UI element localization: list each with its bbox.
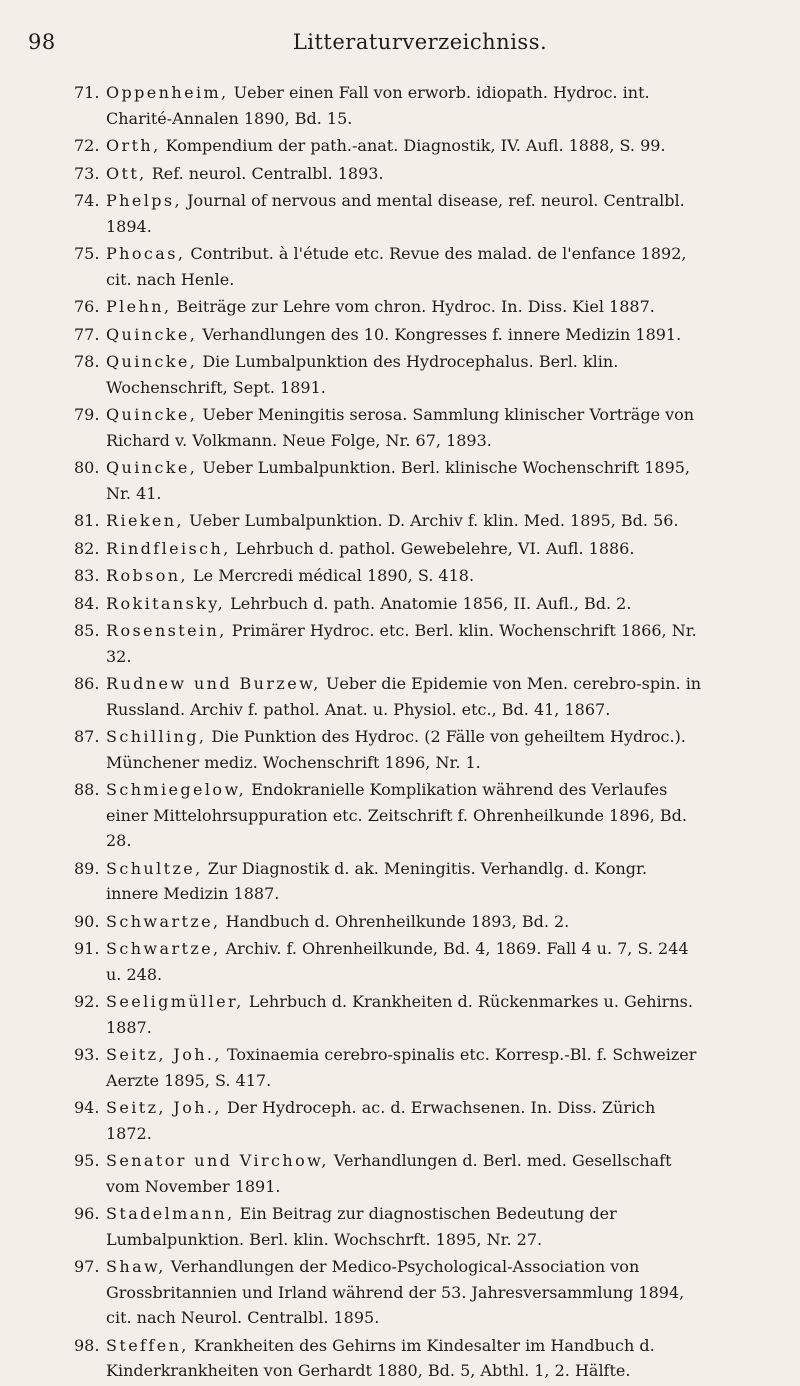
reference-text: Journal of nervous and mental disease, ref. neurol. Centralbl. 1894. [106,191,685,236]
reference-entry [74,1333,704,1384]
reference-text: Verhandlungen des 10. Kongresses f. innere Medizin 1891. [197,324,682,344]
reference-entry [74,1095,704,1146]
reference-number: 74. [74,191,100,210]
reference-author: Senator und Virchow, [106,1151,329,1170]
reference-text: Lehrbuch d. path. Anatomie 1856, II. Aufl., Bd. 2. [225,593,632,613]
reference-entry [74,294,704,320]
reference-number: 92. [74,992,100,1011]
reference-text: Ref. neurol. Centralbl. 1893. [146,163,384,183]
reference-author: Plehn, [106,297,172,316]
reference-entry [74,1042,704,1093]
reference-number: 77. [74,324,100,344]
reference-author: Rosenstein, [106,621,227,640]
reference-entry [74,936,704,987]
reference-text: Ein Beitrag zur diagnostischen Bedeutung der Lumbalpunktion. Berl. klin. Wochschrft. 1895, Nr. 27. [106,1204,617,1249]
reference-entry [74,133,704,159]
reference-entry [74,508,704,534]
reference-author: Rudnew und Burzew, [106,674,321,693]
reference-entry [74,777,704,854]
reference-text: Krankheiten des Gehirns im Kindesalter im Handbuch d. Kinderkrankheiten von Gerhardt 1880, Bd. 5, Abthl. 1, 2. Hälfte. [106,1335,655,1380]
reference-entry [74,1148,704,1199]
reference-author: Robson, [106,566,188,585]
reference-number: 98. [74,1335,100,1355]
reference-list [74,80,704,1386]
reference-author: Schmiegelow, [106,780,247,799]
reference-author: Rieken, [106,511,184,530]
reference-text: Endokranielle Komplikation während des Verlaufes einer Mittelohrsuppuration etc. Zeitschrift f. Ohrenheilkunde 1896, Bd. 28. [106,780,687,850]
reference-text: Zur Diagnostik d. ak. Meningitis. Verhandlg. d. Kongr. innere Medizin 1887. [106,858,648,903]
reference-entry [74,188,704,239]
reference-entry [74,80,704,131]
reference-text: Toxinaemia cerebro-spinalis etc. Korresp.-Bl. f. Schweizer Aerzte 1895, S. 417. [106,1045,697,1090]
reference-author: Schultze, [106,858,203,878]
reference-number: 97. [74,1257,100,1276]
reference-text: Die Lumbalpunktion des Hydrocephalus. Berl. klin. Wochenschrift, Sept. 1891. [106,352,619,397]
reference-number: 95. [74,1151,100,1170]
reference-number: 73. [74,163,100,183]
reference-text: Ueber Lumbalpunktion. Berl. klinische Wochenschrift 1895, Nr. 41. [106,458,691,503]
reference-author: Quincke, [106,458,198,477]
reference-entry [74,536,704,562]
reference-text: Verhandlungen der Medico-Psychological-Association von Grossbritannien und Irland während der 53. Jahresversammlung 1894, cit. nach Neurol. Centralbl. 1895. [106,1257,685,1327]
reference-text: Die Punktion des Hydroc. (2 Fälle von geheiltem Hydroc.). Münchener mediz. Wochenschrift 1896, Nr. 1. [106,727,686,772]
reference-text: Der Hydroceph. ac. d. Erwachsenen. In. Diss. Zürich 1872. [106,1098,656,1143]
reference-author: Seitz, Joh., [106,1098,222,1117]
reference-entry [74,455,704,506]
running-title: Litteraturverzeichniss. [292,30,548,54]
reference-entry [74,161,704,187]
reference-entry [74,591,704,617]
reference-text: Verhandlungen d. Berl. med. Gesellschaft vom November 1891. [106,1151,672,1196]
reference-text: Lehrbuch d. Krankheiten d. Rückenmarkes u. Gehirns. 1887. [106,992,693,1037]
reference-number: 71. [74,83,100,102]
reference-author: Phelps, [106,191,182,210]
reference-number: 83. [74,566,100,585]
reference-entry [74,909,704,935]
reference-author: Schilling, [106,727,207,746]
reference-number: 91. [74,939,100,958]
reference-author: Quincke, [106,352,198,371]
reference-number: 78. [74,352,100,371]
reference-number: 79. [74,405,100,424]
reference-entry [74,618,704,669]
reference-text: Ueber Meningitis serosa. Sammlung klinischer Vorträge von Richard v. Volkmann. Neue Folge, Nr. 67, 1893. [106,405,695,450]
reference-entry [74,1201,704,1252]
reference-text: Ueber einen Fall von erworb. idiopath. Hydroc. int. Charité-Annalen 1890, Bd. 15. [106,83,650,128]
reference-number: 87. [74,727,100,746]
reference-number: 88. [74,780,100,799]
reference-number: 84. [74,593,100,613]
reference-text: Primärer Hydroc. etc. Berl. klin. Wochenschrift 1866, Nr. 32. [106,621,697,666]
reference-author: Quincke, [106,405,198,424]
reference-entry [74,402,704,453]
reference-number: 96. [74,1204,100,1223]
reference-entry [74,563,704,589]
reference-number: 76. [74,297,100,316]
reference-number: 80. [74,458,100,477]
reference-number: 89. [74,858,100,878]
reference-author: Schwartze, [106,939,221,958]
reference-number: 94. [74,1098,100,1117]
reference-author: Quincke, [106,324,198,344]
reference-number: 90. [74,911,100,931]
reference-entry [74,989,704,1040]
reference-number: 75. [74,244,100,263]
reference-entry [74,322,704,348]
reference-number: 85. [74,621,100,640]
reference-author: Ott, [106,163,147,183]
reference-entry [74,241,704,292]
reference-text: Handbuch d. Ohrenheilkunde 1893, Bd. 2. [220,911,570,931]
reference-author: Seitz, Joh., [106,1045,222,1064]
reference-number: 93. [74,1045,100,1064]
reference-number: 86. [74,674,100,693]
reference-author: Schwartze, [106,911,221,931]
reference-author: Seeligmüller, [106,992,244,1011]
reference-number: 72. [74,136,100,155]
reference-entry [74,724,704,775]
reference-author: Shaw, [106,1257,166,1276]
reference-author: Orth, [106,136,161,155]
reference-text: Ueber Lumbalpunktion. D. Archiv f. klin. Med. 1895, Bd. 56. [184,511,679,530]
reference-text: Lehrbuch d. pathol. Gewebelehre, VI. Aufl. 1886. [230,538,635,558]
reference-author: Rokitansky, [106,593,226,613]
reference-number: 82. [74,538,100,558]
reference-text: Kompendium der path.-anat. Diagnostik, IV. Aufl. 1888, S. 99. [160,136,666,155]
reference-entry [74,856,704,907]
reference-text: Ueber die Epidemie von Men. cerebro-spin. in Russland. Archiv f. pathol. Anat. u. Physiol. etc., Bd. 41, 1867. [106,674,702,719]
page-number: 98 [28,30,56,54]
reference-text: Le Mercredi médical 1890, S. 418. [187,566,475,585]
reference-author: Stadelmann, [106,1204,235,1223]
reference-entry [74,1254,704,1331]
reference-text: Contribut. à l'étude etc. Revue des malad. de l'enfance 1892, cit. nach Henle. [106,244,687,289]
reference-entry [74,671,704,722]
reference-author: Steffen, [106,1335,189,1355]
reference-author: Rindfleisch, [106,538,231,558]
reference-entry [74,349,704,400]
reference-text: Beiträge zur Lehre vom chron. Hydroc. In. Diss. Kiel 1887. [171,297,655,316]
reference-text: Archiv. f. Ohrenheilkunde, Bd. 4, 1869. Fall 4 u. 7, S. 244 u. 248. [106,939,689,984]
reference-author: Oppenheim, [106,83,229,102]
reference-author: Phocas, [106,244,186,263]
reference-number: 81. [74,511,100,530]
